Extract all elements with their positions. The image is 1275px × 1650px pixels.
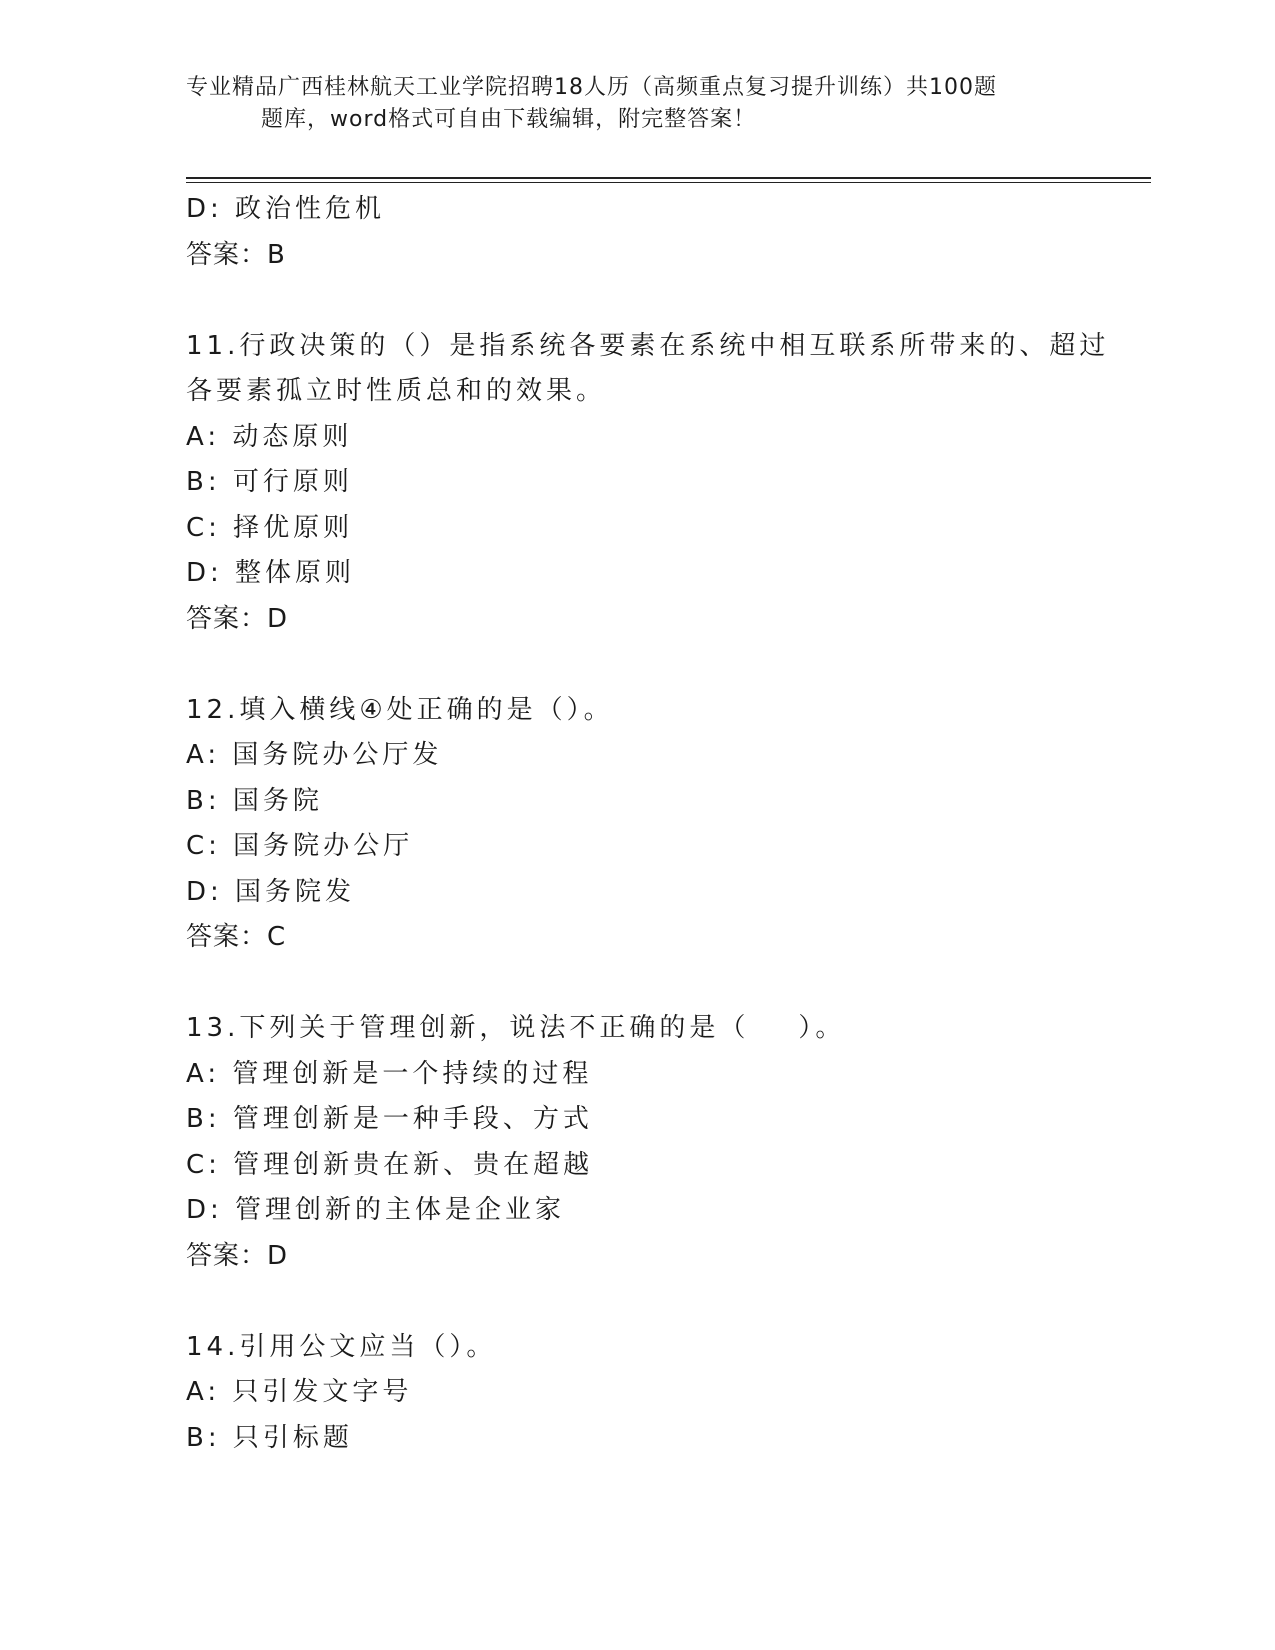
answer-line: 答案：D [186, 1240, 289, 1271]
option-line: A: 管理创新是一个持续的过程 [186, 1058, 593, 1089]
option-line: D: 政治性危机 [186, 194, 386, 224]
paragraph-gap [186, 961, 1086, 1007]
question-list [186, 187, 1110, 1461]
answer-line: 答案：C [186, 922, 287, 952]
option-line: B: 国务院 [186, 785, 323, 816]
option-line: B: 只引标题 [186, 1422, 353, 1453]
option-line: D: 管理创新的主体是企业家 [186, 1195, 566, 1225]
option-line: D: 整体原则 [186, 558, 356, 588]
document-header [186, 72, 1066, 136]
question-text: 13.下列关于管理创新，说法不正确的是（ ）。 [186, 1013, 846, 1043]
header-rule-thick [186, 177, 1151, 179]
option-line: A: 动态原则 [186, 421, 353, 452]
option-line: B: 管理创新是一种手段、方式 [186, 1104, 593, 1134]
answer-line: 答案：D [186, 603, 289, 634]
paragraph-gap [186, 642, 1086, 688]
header-title-line-2: 题库，word格式可自由下载编辑，附完整答案！ [261, 107, 757, 132]
question-text: 11.行政决策的（）是指系统各要素在系统中相互联系所带来的、超过 [186, 330, 1110, 361]
question-text: 12.填入横线④处正确的是（）。 [186, 694, 614, 725]
option-line: A: 只引发文字号 [186, 1377, 413, 1407]
option-line: C: 管理创新贵在新、贵在超越 [186, 1149, 594, 1180]
option-line: A: 国务院办公厅发 [186, 740, 443, 770]
header-rule-thin [186, 182, 1151, 183]
option-line: D: 国务院发 [186, 876, 356, 907]
paragraph-gap [186, 1279, 1086, 1325]
paragraph-gap [186, 278, 1086, 324]
answer-line: 答案：B [186, 239, 286, 270]
option-line: C: 国务院办公厅 [186, 831, 414, 861]
question-text: 14.引用公文应当（）。 [186, 1331, 497, 1362]
option-line: B: 可行原则 [186, 467, 353, 497]
option-line: C: 择优原则 [186, 512, 354, 543]
header-title-line-1: 专业精品广西桂林航天工业学院招聘18人历（高频重点复习提升训练）共100题 [186, 75, 997, 100]
question-text: 各要素孤立时性质总和的效果。 [186, 376, 607, 406]
